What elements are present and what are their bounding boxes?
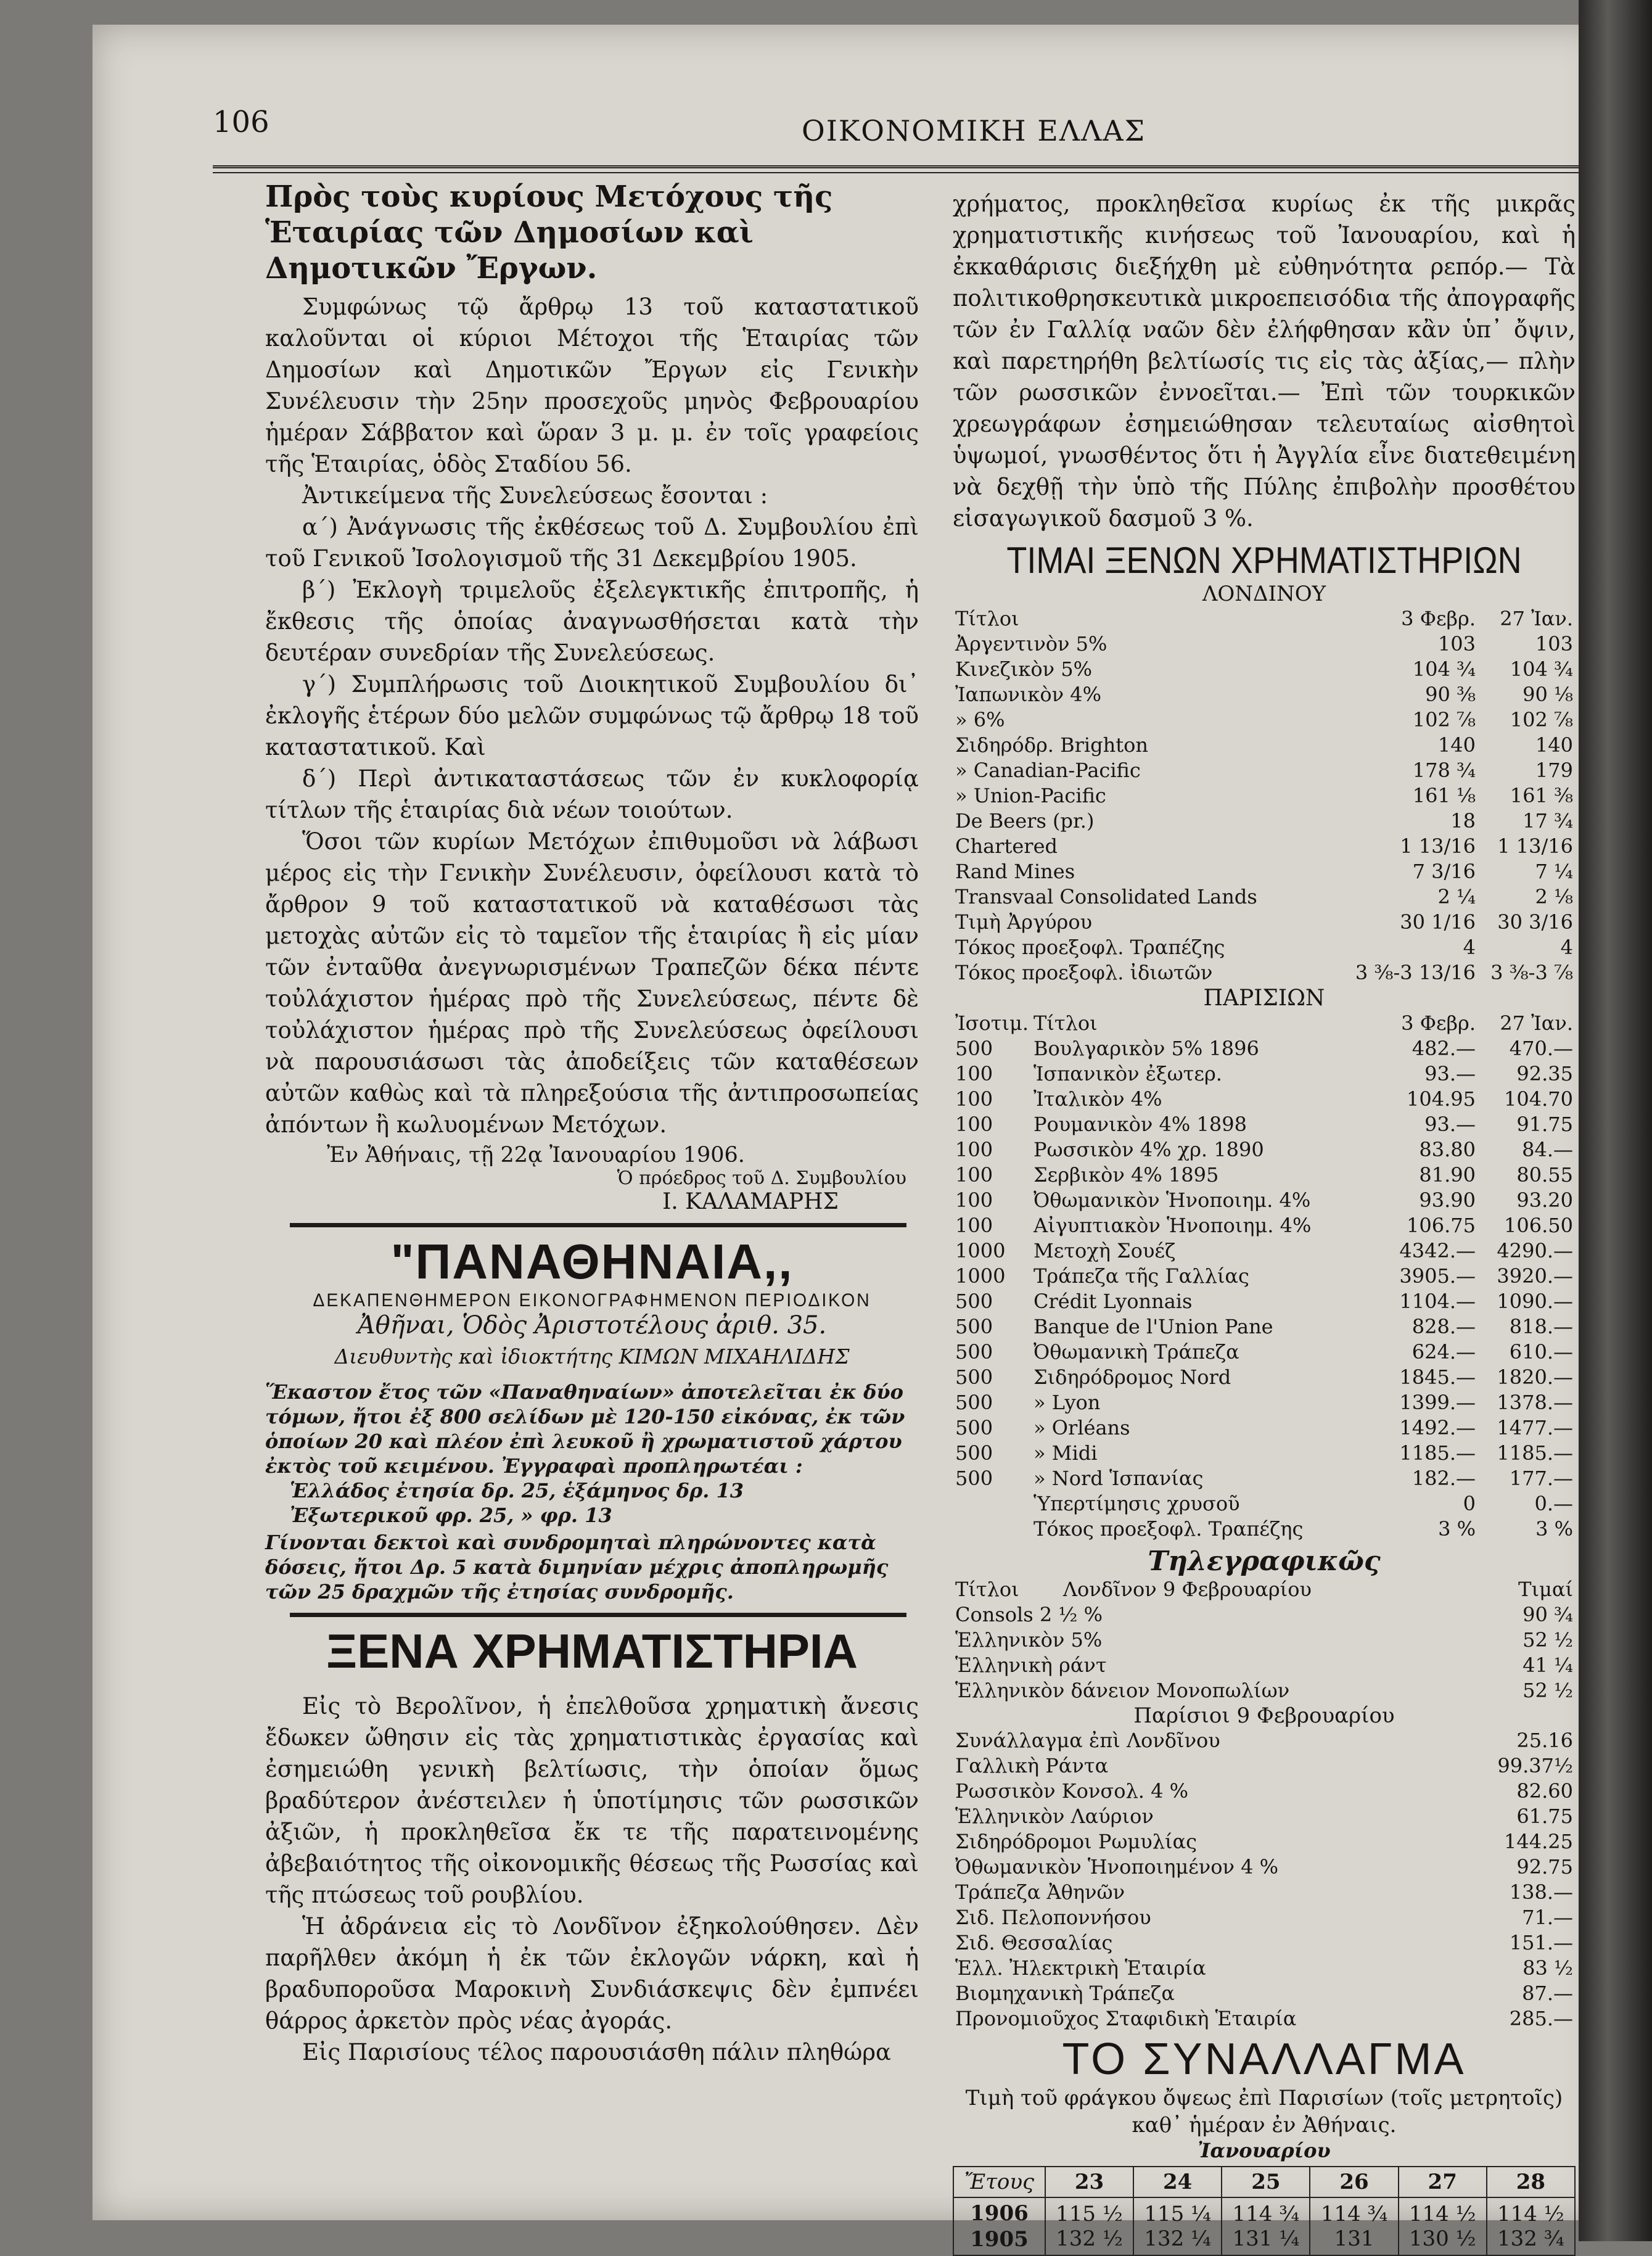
price-cell: 3 ⅜-3 13/16: [1355, 961, 1476, 984]
column-header: 27 Ἰαν.: [1500, 607, 1573, 630]
column-header: [953, 1577, 1478, 1602]
price-cell: 624.—: [1412, 1340, 1476, 1364]
price-cell: 103: [1535, 632, 1573, 656]
price-cell: 93.—: [1424, 1062, 1476, 1085]
price-cell: 90 ⅜: [1425, 683, 1476, 706]
price-cell: 140: [1437, 733, 1476, 757]
price-cell: 1399.—: [1399, 1391, 1476, 1414]
price-cell: 104 ¾: [1412, 657, 1476, 681]
table-row: [953, 1289, 1576, 1314]
table-header-row: [953, 606, 1576, 632]
price-cell: 4: [1463, 936, 1476, 959]
par-value: 500: [955, 1290, 993, 1313]
panathinaia-title: "ΠΑΝΑΘΗΝΑΙΑ,,: [390, 1234, 794, 1289]
par-value: 1000: [955, 1239, 1006, 1262]
table-row: [953, 809, 1576, 834]
par-value: 500: [955, 1340, 993, 1364]
rate-1905: 132 ¼: [1144, 2226, 1212, 2251]
price-cell: 93.—: [1424, 1113, 1476, 1136]
security-name: » 6%: [955, 708, 1005, 731]
par-value: 100: [955, 1188, 993, 1212]
price-cell: 1820.—: [1497, 1365, 1573, 1389]
par-value: [953, 1491, 1031, 1517]
table-row: [953, 1880, 1576, 1905]
price-cell: 3920.—: [1497, 1264, 1573, 1288]
price-cell: 71.—: [1522, 1906, 1573, 1929]
price-cell: 99.37½: [1497, 1754, 1573, 1777]
security-name: Ρουμανικὸν 4% 1898: [1034, 1113, 1247, 1136]
price-cell: 84.—: [1522, 1138, 1573, 1161]
table-row: [953, 1678, 1576, 1703]
telegraph-london-label: Λονδῖνον 9 Φεβρουαρίου: [1062, 1578, 1312, 1601]
price-cell: 1477.—: [1497, 1416, 1573, 1439]
synallagma-table: [953, 2166, 1576, 2256]
xena-paragraph: Ἡ ἀδράνεια εἰς τὸ Λονδῖνον ἐξηκολούθησεν. Δὲν παρῆλθεν ἀκόμη ἡ ἐκ τῶν ἐκλογῶν νάρκη, καὶ ἡ βραδυποροῦσα Μαροκινὴ Συνδιάσκεψις δὲν ἐμπνέει θάρρος ἀρκετὸν πρὸς νέας ἀγοράς.: [265, 1913, 919, 2034]
rate-1905: 131 ¼: [1232, 2226, 1300, 2251]
table-row: [953, 1061, 1576, 1087]
price-cell: 18: [1450, 809, 1476, 833]
notice-paragraph: Ὅσοι τῶν κυρίων Μετόχων ἐπιθυμοῦσι νὰ λάβωσι μέρος εἰς τὴν Γενικὴν Συνέλευσιν, ὀφείλουσι κατὰ τὸ ἄρθρον 9 τοῦ καταστατικοῦ νὰ καταθέσωσι τὰς μετοχὰς αὐτῶν εἰς τὸ ταμεῖον τῆς ἑταιρίας ἢ εἰς μίαν τῶν ἐνταῦθα ἀνεγνωρισμένων Τραπεζῶν δέκα πέντε τοὐλάχιστον ἡμέρας πρὸ τῆς Συνελεύσεως, πέντε δὲ τοὐλάχιστον ἡμέρας πρὸ τῆς Συνελεύσεως ὀφείλουσι νὰ παρουσιάσωσι τὰς ἀποδείξεις τῶν καταθέσεων αὐτῶν καθὼς καὶ τὰ πληρεξούσια τῆς ἀντιπροσωπείας ἀπόντων ἢ κωλυομένων Μετόχων.: [265, 828, 919, 1138]
left-column: [265, 179, 919, 2068]
table-row: [953, 2006, 1576, 2032]
column-header: Ἰσοτιμ.: [955, 1011, 1029, 1035]
table-row: [953, 1779, 1576, 1804]
column-header: Τίτλοι: [1034, 1011, 1098, 1035]
security-name: » Midi: [1034, 1441, 1098, 1465]
table-row: [953, 859, 1576, 884]
table-row: [953, 1415, 1576, 1441]
security-name: De Beers (pr.): [955, 809, 1095, 833]
day-header: 25: [1222, 2167, 1310, 2197]
table-row: [953, 1390, 1576, 1415]
telegraph-heading: Τηλεγραφικῶς: [1148, 1546, 1381, 1577]
security-name: Transvaal Consolidated Lands: [955, 885, 1257, 908]
table-row: [953, 1491, 1576, 1517]
price-cell: 0: [1463, 1492, 1476, 1515]
price-cell: 3 ⅜-3 ⅞: [1490, 961, 1573, 984]
day-header: 27: [1399, 2167, 1487, 2197]
price-cell: 1845.—: [1399, 1365, 1476, 1389]
price-cell: 151.—: [1509, 1931, 1573, 1954]
par-value: 100: [955, 1062, 993, 1085]
newspaper-page: [92, 25, 1603, 2252]
price-cell: 610.—: [1509, 1340, 1573, 1364]
security-name: Σιδ. Πελοποννήσου: [955, 1906, 1151, 1929]
price-cell: 25.16: [1516, 1729, 1573, 1752]
par-value: 100: [955, 1214, 993, 1237]
table-row: [953, 1238, 1576, 1264]
table-row: [953, 1137, 1576, 1163]
telegraph-london-table: [953, 1577, 1576, 1703]
par-value: 100: [955, 1113, 993, 1136]
table-row: [953, 632, 1576, 657]
year-1906: 1906: [970, 2201, 1029, 2226]
security-name: Τράπεζα τῆς Γαλλίας: [1034, 1264, 1249, 1288]
table-row: [953, 1753, 1576, 1779]
security-name: Τόκος προεξοφλ. Τραπέζης: [1034, 1517, 1304, 1541]
notice-paragraph: β΄) Ἐκλογὴ τριμελοῦς ἐξελεγκτικῆς ἐπιτροπῆς, ἡ ἔκθεσις τῆς ὁποίας ἀναγνωσθήσεται κατὰ τὴν δευτέραν συνεδρίαν τῆς Συνελεύσεως.: [265, 577, 919, 666]
table-row: [953, 1981, 1576, 2006]
price-cell: 182.—: [1412, 1467, 1476, 1490]
par-value: 500: [955, 1416, 993, 1439]
column-header: 3 Φεβρ.: [1401, 607, 1476, 630]
security-name: Προνομιοῦχος Σταφιδικὴ Ἑταιρία: [955, 2007, 1297, 2030]
security-name: Βουλγαρικὸν 5% 1896: [1034, 1037, 1259, 1060]
table-row: [953, 1829, 1576, 1855]
panathinaia-director: Διευθυντὴς καὶ ἰδιοκτήτης ΚΙΜΩΝ ΜΙΧΑΗΛΙΔΗΣ: [334, 1344, 850, 1369]
table-header-row: [953, 2167, 1575, 2197]
price-cell: 92.35: [1516, 1062, 1573, 1085]
telegraph-paris-table: [953, 1728, 1576, 2032]
table-row: [953, 1905, 1576, 1930]
security-name: Ὑπερτίμησις χρυσοῦ: [1034, 1492, 1240, 1515]
security-name: Chartered: [955, 834, 1058, 858]
column-header-title: Τίτλοι: [955, 1578, 1019, 1601]
table-row: [953, 1855, 1576, 1880]
price-cell: 161 ⅛: [1412, 784, 1476, 807]
table-row: [953, 657, 1576, 682]
price-cell: 7 ¼: [1535, 860, 1573, 883]
table-row: [953, 1804, 1576, 1829]
column-header: Τιμαί: [1518, 1578, 1573, 1601]
table-row: [953, 1264, 1576, 1289]
rate-1906: 114 ¾: [1320, 2202, 1388, 2226]
par-value: [953, 1517, 1031, 1542]
table-row: [953, 1036, 1576, 1061]
security-name: Ἑλληνικὸν Λαύριον: [955, 1805, 1154, 1828]
synallagma-month: Ἰανουαρίου: [1198, 2139, 1331, 2162]
security-name: Ἑλληνικὸν 5%: [955, 1628, 1103, 1652]
column-header: 3 Φεβρ.: [1401, 1011, 1476, 1035]
price-cell: 106.50: [1504, 1214, 1573, 1237]
security-name: Ρωσσικὸν 4% χρ. 1890: [1034, 1138, 1264, 1161]
table-row: [953, 960, 1576, 986]
price-cell: 1492.—: [1399, 1416, 1476, 1439]
price-cell: 1 13/16: [1497, 834, 1573, 858]
year-cell: [953, 2197, 1045, 2255]
price-cell: 3 %: [1438, 1517, 1476, 1541]
rate-cell: [1133, 2197, 1222, 2255]
notice-paragraph: Συμφώνως τῷ ἄρθρῳ 13 τοῦ καταστατικοῦ καλοῦνται οἱ κύριοι Μέτοχοι τῆς Ἑταιρίας τῶν Δημοσίων καὶ Δημοτικῶν Ἔργων εἰς Γενικὴν Συνέλευσιν τὴν 25ην προσεχοῦς μηνὸς Φεβρουαρίου ἡμέραν Σάββατον καὶ ὥραν 3 μ. μ. ἐν τοῖς γραφείοις τῆς Ἑταιρίας, ὁδὸς Σταδίου 56.: [265, 294, 919, 477]
price-cell: 138.—: [1509, 1880, 1573, 1904]
security-name: Σιδηρόδρομοι Ρωμυλίας: [955, 1830, 1198, 1853]
table-row: [953, 1628, 1576, 1653]
price-cell: 93.20: [1516, 1188, 1573, 1212]
header-rule: [213, 165, 1594, 173]
table-row: [953, 783, 1576, 809]
price-cell: 4: [1560, 936, 1573, 959]
xena-paragraph: Εἰς Παρισίους τέλος παρουσιάσθη πάλιν πληθώρα: [302, 2039, 892, 2065]
price-cell: 52 ½: [1523, 1679, 1573, 1702]
price-cell: 1104.—: [1399, 1290, 1476, 1313]
price-cell: 83.80: [1419, 1138, 1476, 1161]
xena-paragraph: Εἰς τὸ Βερολῖνον, ἡ ἐπελθοῦσα χρηματικὴ ἄνεσις ἔδωκεν ὤθησιν εἰς τὰς χρηματιστικὰς ἐργασίας καὶ ἐσημειώθη γενικὴ βελτίωσις, τὴν ὁποίαν ὅμως βραδύτερον ἀνέστειλεν ἡ ὑποτίμησις τῶν ρωσσικῶν ἀξιῶν, ἡ προκληθεῖσα ἔκ τε τῆς παρατεινομένης ἀβεβαιότητος τῆς οἰκονομικῆς θέσεως τῆς Ρωσσίας καὶ τῆς πτώσεως τοῦ ρουβλίου.: [265, 1693, 919, 1908]
divider: [290, 1223, 906, 1227]
notice-paragraph: γ΄) Συμπλήρωσις τοῦ Διοικητικοῦ Συμβουλίου δι᾽ ἐκλογῆς ἑτέρων δύο μελῶν συμφώνως τῷ ἄρθρῳ 18 τοῦ καταστατικοῦ. Καὶ: [265, 671, 919, 760]
right-column: [953, 188, 1576, 2256]
table-row: [953, 1956, 1576, 1981]
day-header: 24: [1133, 2167, 1222, 2197]
table-row: [953, 1365, 1576, 1390]
rate-1906: 114 ½: [1497, 2202, 1564, 2226]
security-name: Ρωσσικὸν Κονσολ. 4 %: [955, 1779, 1189, 1803]
security-name: Σιδ. Θεσσαλίας: [955, 1931, 1113, 1954]
par-value: 100: [955, 1163, 993, 1187]
panathinaia-ad: [265, 1233, 919, 1604]
price-cell: 1090.—: [1497, 1290, 1573, 1313]
price-greece: Ἑλλάδος ἐτησία δρ. 25, ἑξάμηνος δρ. 13: [290, 1479, 744, 1502]
price-cell: 177.—: [1509, 1467, 1573, 1490]
notice-date: Ἐν Ἀθήναις, τῇ 22ᾳ Ἰανουαρίου 1906.: [327, 1143, 745, 1167]
price-cell: 1378.—: [1497, 1391, 1573, 1414]
rate-1905: 130 ½: [1408, 2226, 1476, 2251]
security-name: Τράπεζα Ἀθηνῶν: [955, 1880, 1125, 1904]
security-name: » Canadian-Pacific: [955, 759, 1141, 782]
table-row: [953, 1340, 1576, 1365]
rate-1906: 115 ½: [1056, 2202, 1123, 2226]
security-name: » Lyon: [1034, 1391, 1101, 1414]
book-binding: [1579, 0, 1652, 2241]
security-name: Συνάλλαγμα ἐπὶ Λονδῖνου: [955, 1729, 1220, 1752]
rate-1906: 114 ½: [1408, 2202, 1476, 2226]
price-cell: 2 ⅛: [1535, 885, 1573, 908]
table-row: [953, 935, 1576, 960]
signer-name: Ι. ΚΑΛΑΜΑΡΗΣ: [662, 1189, 839, 1214]
rate-cell: [1310, 2197, 1398, 2255]
rate-cell: [1399, 2197, 1487, 2255]
security-name: Σιδηρόδρομος Nord: [1034, 1365, 1231, 1389]
price-cell: 3905.—: [1399, 1264, 1476, 1288]
security-name: Ὀθωμανικὸν Ἡνοποιημένον 4 %: [955, 1855, 1279, 1879]
table-row: [953, 1728, 1576, 1753]
table-row: [953, 910, 1576, 935]
page-number: 106: [213, 105, 269, 139]
security-name: Ὀθωμανικὴ Τράπεζα: [1034, 1340, 1239, 1364]
price-cell: 80.55: [1516, 1163, 1573, 1187]
par-value: 500: [955, 1391, 993, 1414]
column-header: 27 Ἰαν.: [1500, 1011, 1573, 1035]
price-cell: 83 ½: [1523, 1956, 1573, 1980]
price-cell: 93.90: [1419, 1188, 1476, 1212]
price-cell: 0.—: [1534, 1492, 1573, 1515]
table-row: [953, 1087, 1576, 1112]
price-cell: 82.60: [1516, 1779, 1573, 1803]
security-name: Ἱσπανικὸν ἐξωτερ.: [1034, 1062, 1222, 1085]
price-cell: 91.75: [1516, 1113, 1573, 1136]
price-cell: 1 13/16: [1400, 834, 1476, 858]
rate-1905: 132 ¾: [1497, 2226, 1564, 2251]
table-header-row: [953, 1011, 1576, 1036]
rate-cell: [1045, 2197, 1133, 2255]
table-row: [953, 1930, 1576, 1956]
table-row: [953, 1441, 1576, 1466]
security-name: Μετοχὴ Σουέζ: [1034, 1239, 1176, 1262]
synallagma-subtitle: Τιμὴ τοῦ φράγκου ὄψεως ἐπὶ Παρισίων (τοῖς μετρητοῖς) καθ᾽ ἡμέραν ἐν Ἀθήναις.: [965, 2086, 1563, 2138]
table-row: [953, 1517, 1576, 1542]
price-cell: 102 ⅞: [1412, 708, 1476, 731]
price-cell: 104.95: [1407, 1087, 1476, 1111]
price-cell: 103: [1437, 632, 1476, 656]
security-name: Σιδηρόδρ. Brighton: [955, 733, 1148, 757]
security-name: » Nord Ἱσπανίας: [1034, 1467, 1204, 1490]
security-name: Crédit Lyonnais: [1034, 1290, 1193, 1313]
price-cell: 81.90: [1419, 1163, 1476, 1187]
par-value: 500: [955, 1037, 993, 1060]
price-cell: 482.—: [1412, 1037, 1476, 1060]
price-cell: 2 ¼: [1437, 885, 1476, 908]
london-heading: ΛΟΝΔΙΝΟΥ: [1202, 582, 1326, 606]
price-cell: 1185.—: [1497, 1441, 1573, 1465]
price-cell: 52 ½: [1523, 1628, 1573, 1652]
security-name: Ἀργεντινὸν 5%: [955, 632, 1107, 656]
par-value: 500: [955, 1315, 993, 1338]
price-abroad: Ἐξωτερικοῦ φρ. 25, » φρ. 13: [290, 1504, 612, 1527]
par-value: 100: [955, 1087, 993, 1111]
rate-cell: [1487, 2197, 1575, 2255]
day-header: 26: [1310, 2167, 1398, 2197]
paris-table: [953, 1011, 1576, 1542]
price-cell: 41 ¼: [1523, 1653, 1573, 1677]
price-cell: 4290.—: [1497, 1239, 1573, 1262]
table-row: [953, 834, 1576, 859]
price-cell: 4342.—: [1399, 1239, 1476, 1262]
table-row: [953, 1314, 1576, 1340]
security-name: Ἑλληνικὴ ράντ: [955, 1653, 1107, 1677]
security-name: Consols 2 ½ %: [955, 1603, 1103, 1626]
price-cell: 87.—: [1522, 1982, 1573, 2005]
table-row: [953, 758, 1576, 783]
synallagma-title: ΤΟ ΣΥΝΑΛΛΑΓΜΑ: [1062, 2035, 1466, 2084]
price-cell: 17 ¾: [1523, 809, 1573, 833]
price-cell: 104 ¾: [1510, 657, 1573, 681]
panathinaia-body: Ἕκαστον ἔτος τῶν «Παναθηναίων» ἀποτελεῖται ἐκ δύο τόμων, ἤτοι ἐξ 800 σελίδων μὲ 120-150 εἰκόνας, ἐκ τῶν ὁποίων 20 καὶ πλέον ἐπὶ λευκοῦ ἢ χρωματιστοῦ χάρτου ἐκτὸς τοῦ κειμένου. Ἐγγραφαὶ προπληρωτέαι :: [265, 1380, 905, 1478]
price-cell: 102 ⅞: [1510, 708, 1573, 731]
day-header: 23: [1045, 2167, 1133, 2197]
table-row: [953, 1466, 1576, 1491]
rates-title: ΤΙΜΑΙ ΞΕΝΩΝ ΧΡΗΜΑΤΙΣΤΗΡΙΩΝ: [1006, 540, 1522, 581]
panathinaia-subtitle: ΔΕΚΑΠΕΝΘΗΜΕΡΟΝ ΕΙΚΟΝΟΓΡΑΦΗΜΕΝΟΝ ΠΕΡΙΟΔΙΚΟΝ: [313, 1290, 871, 1311]
table-row: [953, 707, 1576, 733]
security-name: Ὀθωμανικὸν Ἡνοποιημ. 4%: [1034, 1188, 1311, 1212]
par-value: 1000: [955, 1264, 1006, 1288]
panathinaia-footer: Γίνονται δεκτοὶ καὶ συνδρομηταὶ πληρώνοντες κατὰ δόσεις, ἤτοι Δρ. 5 κατὰ διμηνίαν μέχρις ἀποπληρωμῆς τῶν 25 δραχμῶν τῆς ἐτησίας συνδρομῆς.: [265, 1531, 889, 1603]
security-name: Ἰταλικὸν 4%: [1034, 1087, 1162, 1111]
rate-1905: 132 ½: [1056, 2226, 1123, 2251]
table-header-row: [953, 1577, 1576, 1602]
security-name: Ἑλλ. Ἠλεκτρικὴ Ἑταιρία: [955, 1956, 1206, 1980]
xena-continuation: χρήματος, προκληθεῖσα κυρίως ἐκ τῆς μικρᾶς χρηματιστικῆς κινήσεως τοῦ Ἰανουαρίου, καὶ ἡ ἐκκαθάρισις διεξήχθη μὲ εὐθηνότητα ρεπόρ.— Τὰ πολιτικοθρησκευτικὰ μικροεπεισόδια τῆς ἀπογραφῆς τῶν ἐν Γαλλίᾳ ναῶν δὲν ἐλήφθησαν κἂν ὑπ᾽ ὄψιν, καὶ παρετηρήθη βελτίωσίς τις εἰς τὰς ἀξίας,— πλὴν τῶν ρωσσικῶν ἐννοεῖται.— Ἐπὶ τῶν τουρκικῶν χρεωγράφων ἐσημειώθησαν τελευταίως αἰσθητοὶ ὑψωμοί, γνωσθέντος ὅτι ἡ Ἀγγλία εἶνε διατεθειμένη νὰ δεχθῇ τὴν ὑπὸ τῆς Πύλης ἐπιβολὴν προσθέτου εἰσαγωγικοῦ δασμοῦ 3 %.: [953, 191, 1576, 532]
security-name: Τόκος προεξοφλ. ἰδιωτῶν: [955, 961, 1213, 984]
security-name: Τόκος προεξοφλ. Τραπέζης: [955, 936, 1225, 959]
security-name: Βιομηχανικὴ Τράπεζα: [955, 1982, 1175, 2005]
day-header: 28: [1487, 2167, 1575, 2197]
price-cell: 140: [1535, 733, 1573, 757]
table-row: [953, 2197, 1575, 2255]
table-row: [953, 1213, 1576, 1238]
year-1905: 1905: [970, 2227, 1029, 2252]
price-cell: 470.—: [1509, 1037, 1573, 1060]
par-value: 500: [955, 1467, 993, 1490]
security-name: Ἰαπωνικὸν 4%: [955, 683, 1102, 706]
price-cell: 285.—: [1509, 2007, 1573, 2030]
column-header: Τίτλοι: [955, 607, 1019, 630]
price-cell: 179: [1535, 759, 1573, 782]
price-cell: 828.—: [1412, 1315, 1476, 1338]
table-row: [953, 1653, 1576, 1678]
price-cell: 818.—: [1509, 1315, 1573, 1338]
price-cell: 104.70: [1504, 1087, 1573, 1111]
price-cell: 144.25: [1504, 1830, 1573, 1853]
table-row: [953, 884, 1576, 910]
notice-paragraph: Ἀντικείμενα τῆς Συνελεύσεως ἔσονται :: [302, 482, 768, 509]
notice-paragraph: α΄) Ἀνάγνωσις τῆς ἐκθέσεως τοῦ Δ. Συμβουλίου ἐπὶ τοῦ Γενικοῦ Ἰσολογισμοῦ τῆς 31 Δεκεμβρίου 1905.: [265, 514, 919, 572]
table-row: [953, 733, 1576, 758]
price-cell: 90 ⅛: [1523, 683, 1573, 706]
price-cell: 30 3/16: [1497, 910, 1573, 934]
price-cell: 92.75: [1516, 1855, 1573, 1879]
panathinaia-address: Ἀθῆναι, Ὁδὸς Ἀριστοτέλους ἀριθ. 35.: [357, 1311, 827, 1340]
column-header: Ἔτους: [953, 2167, 1045, 2197]
price-cell: 106.75: [1407, 1214, 1476, 1237]
table-row: [953, 1602, 1576, 1628]
security-name: Banque de l'Union Pane: [1034, 1315, 1273, 1338]
journal-title: ΟΙΚΟΝΟΜΙΚΗ ΕΛΛΑΣ: [802, 114, 1146, 147]
price-cell: 7 3/16: [1412, 860, 1476, 883]
notice-paragraph: δ΄) Περὶ ἀντικαταστάσεως τῶν ἐν κυκλοφορίᾳ τίτλων τῆς ἑταιρίας διὰ νέων τοιούτων.: [265, 765, 919, 823]
security-name: » Orléans: [1034, 1416, 1130, 1439]
rate-1906: 114 ¾: [1232, 2202, 1300, 2226]
table-row: [953, 1163, 1576, 1188]
table-row: [953, 1112, 1576, 1137]
telegraph-paris-label: Παρίσιοι 9 Φεβρουαρίου: [1133, 1703, 1395, 1728]
par-value: 100: [955, 1138, 993, 1161]
xena-title: ΞΕΝΑ ΧΡΗΜΑΤΙΣΤΗΡΙΑ: [326, 1624, 858, 1678]
security-name: Αἰγυπτιακὸν Ἡνοποιημ. 4%: [1034, 1214, 1312, 1237]
table-row: [953, 1188, 1576, 1213]
par-value: 500: [955, 1441, 993, 1465]
security-name: Κινεζικὸν 5%: [955, 657, 1093, 681]
security-name: Γαλλικὴ Ράντα: [955, 1754, 1109, 1777]
london-table: [953, 606, 1576, 986]
security-name: Rand Mines: [955, 860, 1075, 883]
price-cell: 30 1/16: [1400, 910, 1476, 934]
price-cell: 1185.—: [1399, 1441, 1476, 1465]
security-name: Ἑλληνικὸν δάνειον Μονοπωλίων: [955, 1679, 1290, 1702]
price-cell: 90 ¾: [1523, 1603, 1573, 1626]
security-name: Σερβικὸν 4% 1895: [1034, 1163, 1219, 1187]
par-value: 500: [955, 1365, 993, 1389]
security-name: » Union-Pacific: [955, 784, 1106, 807]
rate-cell: [1222, 2197, 1310, 2255]
price-cell: 178 ¾: [1412, 759, 1476, 782]
rate-1905: 131: [1334, 2226, 1375, 2251]
price-cell: 161 ⅜: [1510, 784, 1573, 807]
rate-1906: 115 ¼: [1144, 2202, 1212, 2226]
divider: [290, 1613, 906, 1617]
notice-title: Πρὸς τοὺς κυρίους Μετόχους τῆς Ἑταιρίας τῶν Δημοσίων καὶ Δημοτικῶν Ἔργων.: [265, 179, 833, 286]
table-row: [953, 682, 1576, 707]
security-name: Τιμὴ Ἀργύρου: [955, 910, 1093, 934]
price-cell: 61.75: [1516, 1805, 1573, 1828]
price-cell: 3 %: [1535, 1517, 1573, 1541]
signer-role: Ὁ πρόεδρος τοῦ Δ. Συμβουλίου: [617, 1167, 906, 1189]
paris-heading: ΠΑΡΙΣΙΩΝ: [1203, 986, 1325, 1011]
